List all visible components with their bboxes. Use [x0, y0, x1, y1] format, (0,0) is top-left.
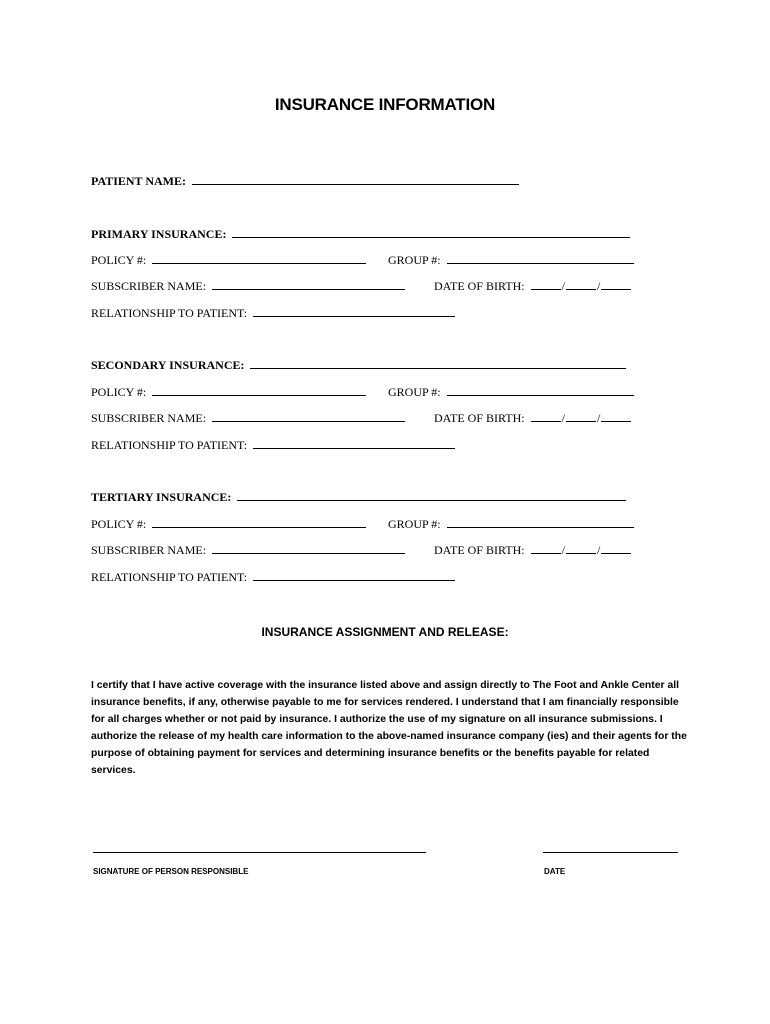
primary-group-field[interactable]: [447, 252, 634, 264]
tertiary-dob-year-field[interactable]: [601, 542, 631, 554]
patient-name-field[interactable]: [192, 173, 519, 185]
tertiary-policy-label: POLICY #:: [91, 517, 147, 531]
secondary-insurance-field[interactable]: [250, 357, 626, 369]
secondary-relationship-field[interactable]: [253, 437, 455, 449]
primary-relationship-row: [91, 305, 455, 321]
dob-separator: /: [596, 279, 601, 293]
assignment-paragraph: I certify that I have active coverage with the insurance listed above and assign directly to The Foot and Ankle Center all insurance benefits, if any, otherwise payable to me for services rendered. I understand that I am financially responsible for all charges whether or not paid by insurance. I authorize the use of my signature on all insurance submissions. I authorize the release of my health care information to the above-named insurance company (ies) and their agents for the purpose of obtaining payment for services and determining insurance benefits or the benefits payable for related services.: [91, 680, 687, 776]
primary-dob-year-field[interactable]: [601, 278, 631, 290]
dob-separator: /: [596, 543, 601, 557]
primary-relationship-field[interactable]: [253, 305, 455, 317]
tertiary-policy-row: [91, 516, 366, 532]
date-label: DATE: [544, 867, 566, 876]
secondary-dob-day-field[interactable]: [566, 410, 596, 422]
tertiary-dob-month-field[interactable]: [531, 542, 561, 554]
tertiary-group-field[interactable]: [447, 516, 634, 528]
secondary-policy-row: [91, 384, 366, 400]
date-field[interactable]: [543, 851, 678, 853]
assignment-heading: INSURANCE ASSIGNMENT AND RELEASE:: [261, 625, 509, 639]
secondary-dob-month-field[interactable]: [531, 410, 561, 422]
secondary-policy-field[interactable]: [152, 384, 366, 396]
primary-insurance-label: PRIMARY INSURANCE:: [91, 227, 227, 241]
primary-dob-label: DATE OF BIRTH:: [434, 279, 525, 293]
page-title: INSURANCE INFORMATION: [274, 95, 496, 114]
tertiary-insurance-row: [91, 489, 626, 505]
secondary-group-field[interactable]: [447, 384, 634, 396]
primary-insurance-field[interactable]: [232, 226, 630, 238]
primary-dob-month-field[interactable]: [531, 278, 561, 290]
secondary-insurance-row: [91, 357, 626, 373]
primary-policy-label: POLICY #:: [91, 253, 147, 267]
secondary-dob-label: DATE OF BIRTH:: [434, 411, 525, 425]
primary-policy-row: [91, 252, 366, 268]
secondary-relationship-label: RELATIONSHIP TO PATIENT:: [91, 438, 248, 452]
tertiary-dob-label: DATE OF BIRTH:: [434, 543, 525, 557]
primary-dob-day-field[interactable]: [566, 278, 596, 290]
tertiary-insurance-field[interactable]: [237, 489, 626, 501]
secondary-insurance-label: SECONDARY INSURANCE:: [91, 358, 245, 372]
secondary-group-row: [388, 384, 634, 400]
tertiary-subscriber-field[interactable]: [212, 542, 405, 554]
primary-policy-field[interactable]: [152, 252, 366, 264]
primary-subscriber-label: SUBSCRIBER NAME:: [91, 279, 207, 293]
tertiary-group-label: GROUP #:: [388, 517, 441, 531]
secondary-subscriber-row: [91, 410, 405, 426]
tertiary-dob-day-field[interactable]: [566, 542, 596, 554]
primary-relationship-label: RELATIONSHIP TO PATIENT:: [91, 306, 248, 320]
tertiary-policy-field[interactable]: [152, 516, 366, 528]
dob-separator: /: [561, 279, 565, 293]
tertiary-relationship-label: RELATIONSHIP TO PATIENT:: [91, 570, 248, 584]
tertiary-dob-row: [434, 542, 631, 558]
tertiary-relationship-field[interactable]: [253, 569, 455, 581]
secondary-relationship-row: [91, 437, 455, 453]
patient-name-row: [91, 173, 519, 189]
tertiary-subscriber-label: SUBSCRIBER NAME:: [91, 543, 207, 557]
primary-subscriber-row: [91, 278, 405, 294]
dob-separator: /: [596, 411, 601, 425]
patient-name-label: PATIENT NAME:: [91, 174, 187, 188]
tertiary-insurance-label: TERTIARY INSURANCE:: [91, 490, 232, 504]
signature-label: SIGNATURE OF PERSON RESPONSIBLE: [93, 867, 249, 876]
secondary-subscriber-label: SUBSCRIBER NAME:: [91, 411, 207, 425]
primary-subscriber-field[interactable]: [212, 278, 405, 290]
signature-field[interactable]: [93, 851, 426, 853]
secondary-dob-row: [434, 410, 631, 426]
secondary-group-label: GROUP #:: [388, 385, 441, 399]
tertiary-relationship-row: [91, 569, 455, 585]
tertiary-group-row: [388, 516, 634, 532]
primary-dob-row: [434, 278, 631, 294]
secondary-subscriber-field[interactable]: [212, 410, 405, 422]
tertiary-subscriber-row: [91, 542, 405, 558]
secondary-policy-label: POLICY #:: [91, 385, 147, 399]
primary-group-label: GROUP #:: [388, 253, 441, 267]
secondary-dob-year-field[interactable]: [601, 410, 631, 422]
primary-group-row: [388, 252, 634, 268]
dob-separator: /: [561, 543, 565, 557]
dob-separator: /: [561, 411, 565, 425]
primary-insurance-row: [91, 226, 630, 242]
